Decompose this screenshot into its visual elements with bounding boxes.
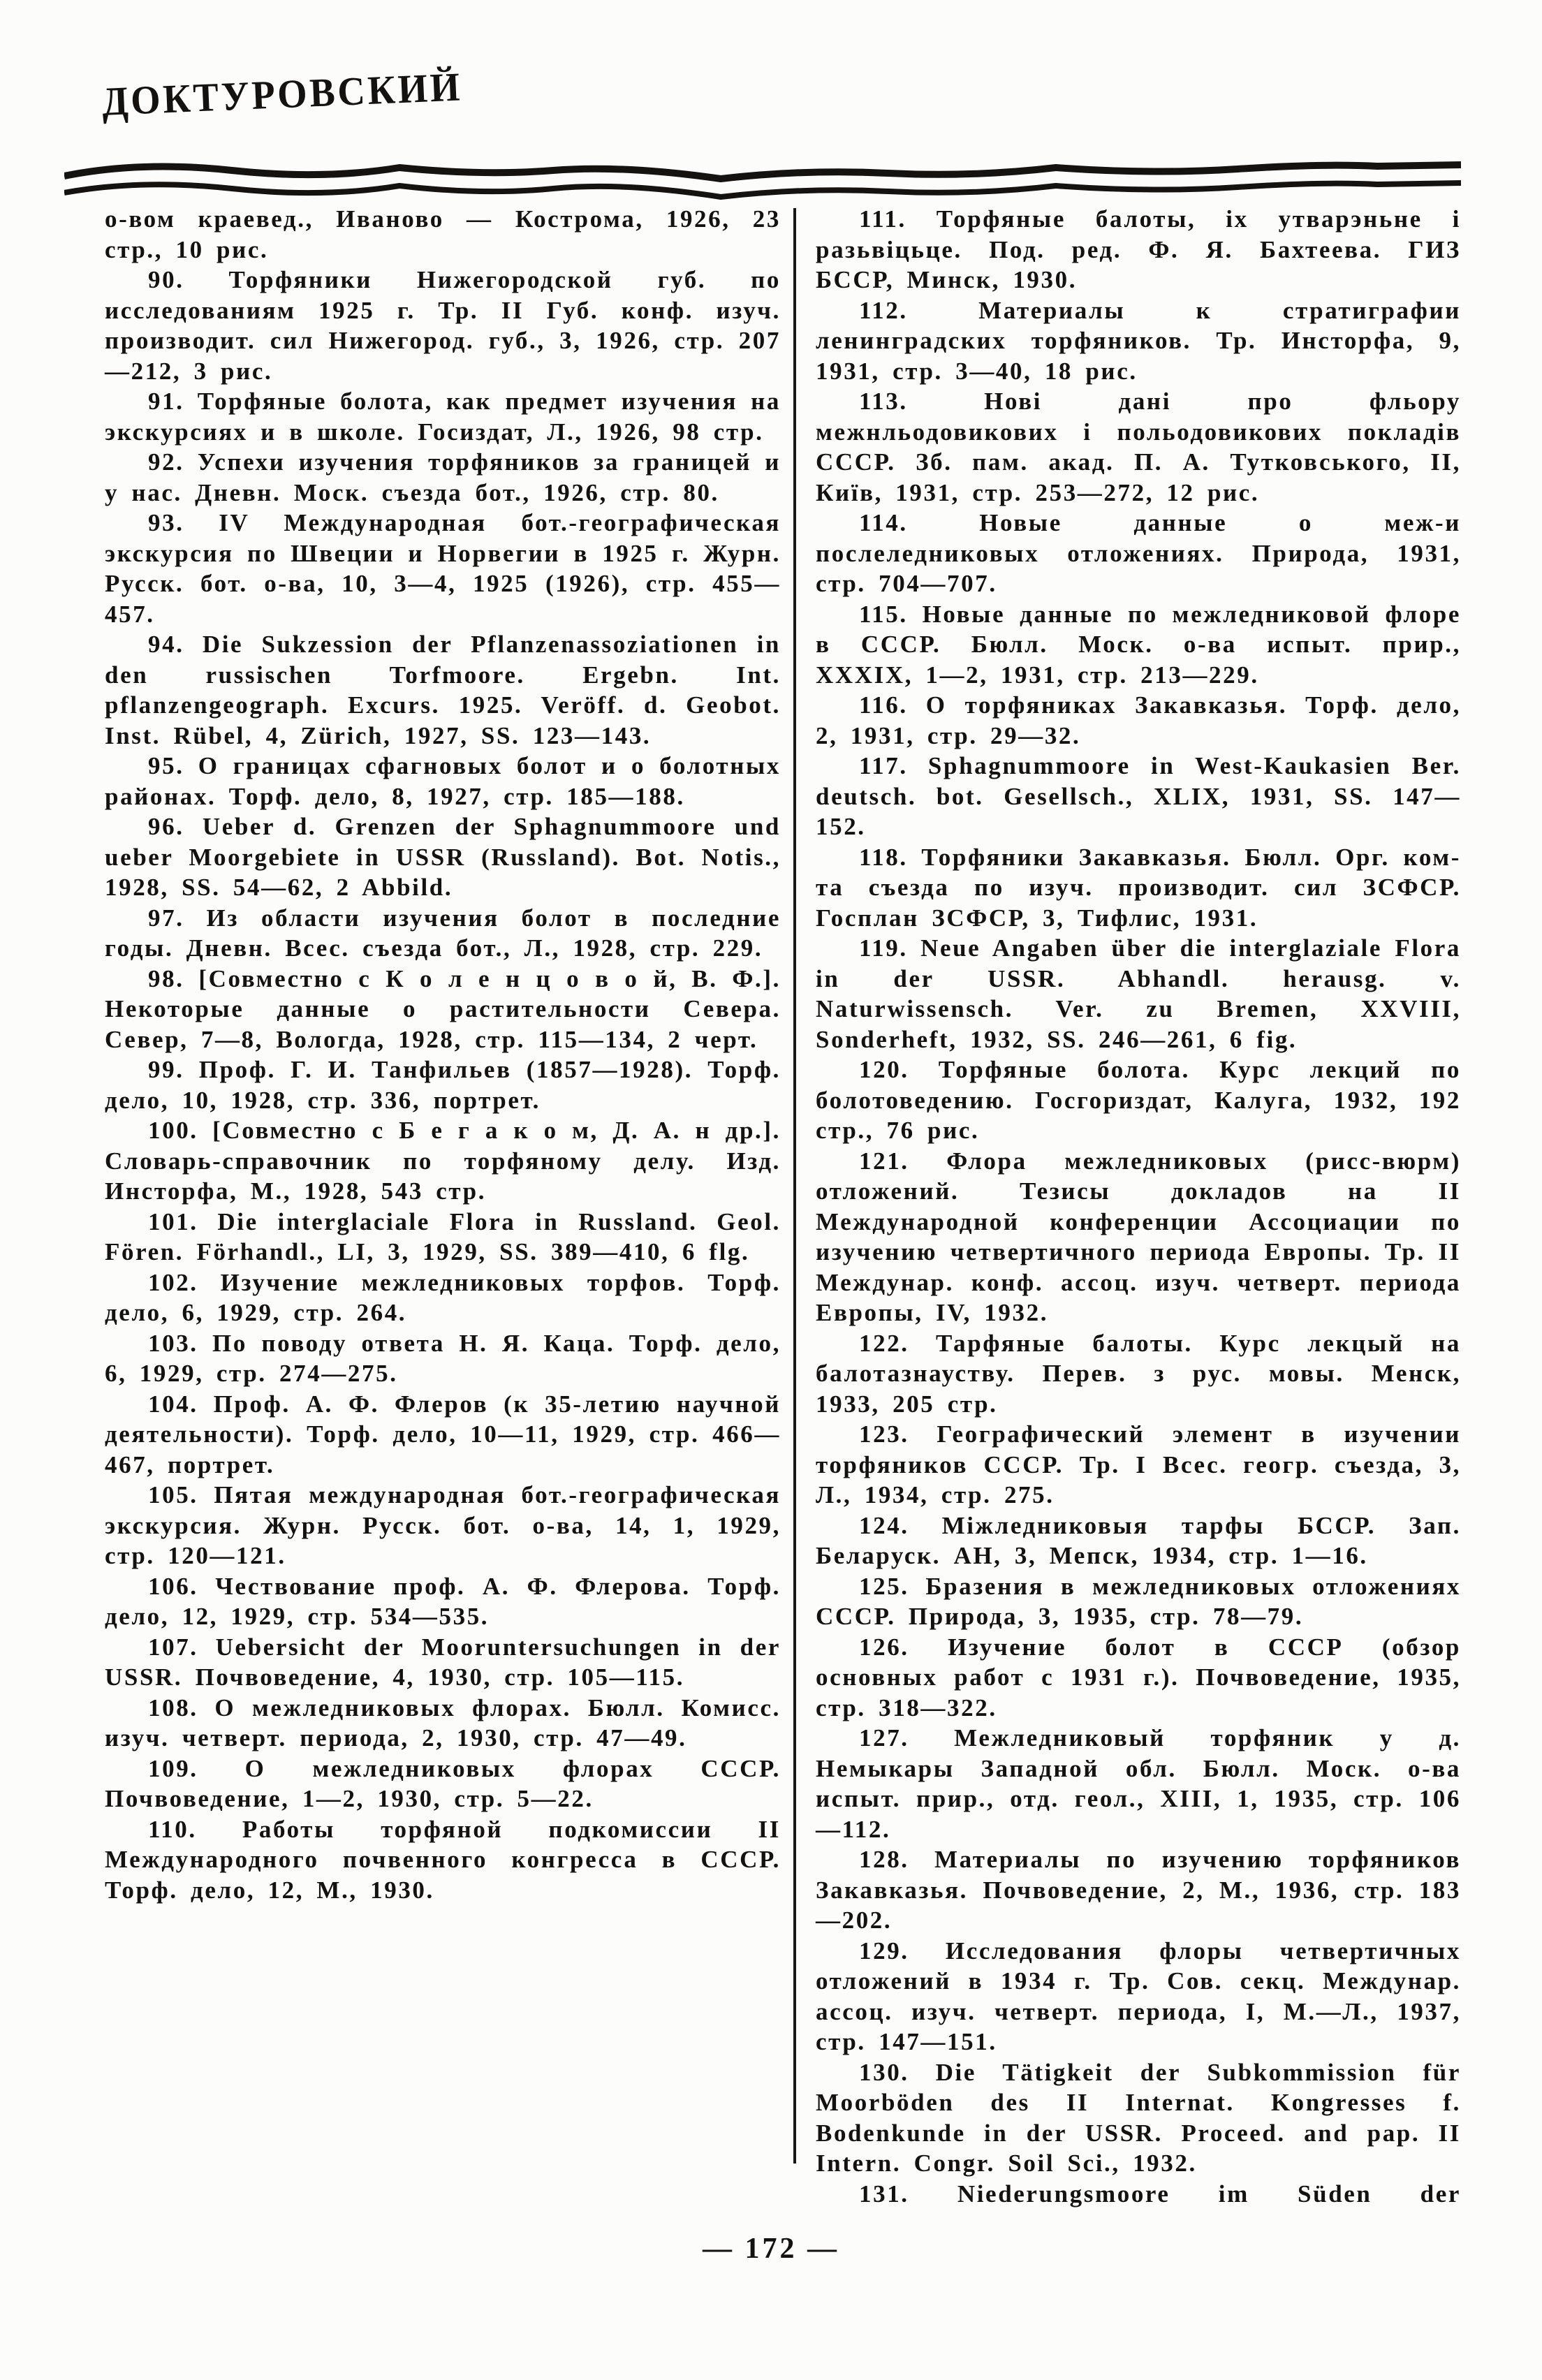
bibliography-entry: 104. Проф. А. Ф. Флеров (к 35-летию научной деятельности). Торф. дело, 10—11, 1929, стр. 466—467, портрет. (105, 1390, 781, 1478)
bibliography-entry: 123. Географический элемент в изучении торфяников СССР. Тр. I Всес. геогр. съезда, 3, Л., 1934, стр. 275. (816, 1420, 1461, 1508)
bibliography-entry: 124. Міжледниковыя тарфы БССР. Зап. Беларуск. АН, 3, Мепск, 1934, стр. 1—16. (816, 1511, 1461, 1569)
bibliography-entry: о-вом краевед., Иваново — Кострома, 1926, 23 стр., 10 рис. (105, 205, 781, 263)
column-divider-rule (793, 208, 796, 2164)
bibliography-entry: 96. Ueber d. Grenzen der Sphagnummoore und ueber Moorgebiete in USSR (Russland). Bot. Notis., 1928, SS. 54—62, 2 Abbild. (105, 813, 781, 901)
bibliography-entry: 92. Успехи изучения торфяников за границей и у нас. Дневн. Моск. съезда бот., 1926, стр. 80. (105, 448, 781, 506)
bibliography-entry: 121. Флора межледниковых (рисс-вюрм) отложений. Тезисы докладов на II Международной конференции Ассоциации по изучению четвертичного периода Европы. Тр. II Междунар. конф. ассоц. изуч. четверт. периода Европы, IV, 1932. (816, 1147, 1461, 1326)
bibliography-entry: 117. Sphagnummoore in West-Kaukasien Ber. deutsch. bot. Gesellsch., XLIX, 1931, SS. 147—152. (816, 752, 1461, 840)
bibliography-entry: 130. Die Tätigkeit der Subkommission für Moorböden des II Internat. Kongresses f. Bodenkunde in der USSR. Proceed. and pap. II Intern. Congr. Soil Sci., 1932. (816, 2058, 1461, 2177)
bibliography-entry: 90. Торфяники Нижегородской губ. по исследованиям 1925 г. Тр. II Губ. конф. изуч. производит. сил Нижегород. губ., 3, 1926, стр. 207—212, 3 рис. (105, 266, 781, 385)
bibliography-entry: 113. Нові дані про фльору межнльодовикових і польодовикових покладів СССР. Зб. пам. акад. П. А. Тутковського, II, Київ, 1931, стр. 253—272, 12 рис. (816, 388, 1461, 506)
bibliography-entry: 125. Бразения в межледниковых отложениях СССР. Природа, 3, 1935, стр. 78—79. (816, 1572, 1461, 1630)
bibliography-right-column (816, 204, 1461, 2209)
bibliography-entry: 112. Материалы к стратиграфии ленинградских торфяников. Тр. Инсторфа, 9, 1931, стр. 3—40, 18 рис. (816, 296, 1461, 385)
bibliography-entry: 122. Тарфяные балоты. Курс лекцый на балотазнауству. Перев. з рус. мовы. Менск, 1933, 205 стр. (816, 1329, 1461, 1418)
bibliography-entry: 98. [Совместно с К о л е н ц о в о й, В. Ф.]. Некоторые данные о растительности Севера. Север, 7—8, Вологда, 1928, стр. 115—134, 2 черт. (105, 964, 781, 1053)
bibliography-entry: 97. Из области изучения болот в последние годы. Дневн. Всес. съезда бот., Л., 1928, стр. 229. (105, 904, 781, 962)
bibliography-left-column (105, 204, 781, 1905)
bibliography-entry: 127. Межледниковый торфяник у д. Немыкары Западной обл. Бюлл. Моск. о-ва испыт. прир., отд. геол., XIII, 1, 1935, стр. 106—112. (816, 1724, 1461, 1843)
header-double-rule (64, 155, 1461, 211)
bibliography-entry: 110. Работы торфяной подкомиссии II Международного почвенного конгресса в СССР. Торф. дело, 12, М., 1930. (105, 1815, 781, 1904)
bibliography-entry: 95. О границах сфагновых болот и о болотных районах. Торф. дело, 8, 1927, стр. 185—188. (105, 752, 781, 810)
bibliography-entry: 118. Торфяники Закавказья. Бюлл. Орг. ком-та съезда по изуч. производит. сил ЗСФСР. Госплан ЗСФСР, 3, Тифлис, 1931. (816, 843, 1461, 932)
bibliography-entry: 129. Исследования флоры четвертичных отложений в 1934 г. Тр. Сов. секц. Междунар. ассоц. изуч. четверт. периода, I, М.—Л., 1937, стр. 147—151. (816, 1937, 1461, 2055)
bibliography-entry: 99. Проф. Г. И. Танфильев (1857—1928). Торф. дело, 10, 1928, стр. 336, портрет. (105, 1056, 781, 1114)
bibliography-entry: 109. О межледниковых флорах СССР. Почвоведение, 1—2, 1930, стр. 5—22. (105, 1754, 781, 1812)
page-number: — 172 — (703, 2233, 839, 2265)
bibliography-entry: 114. Новые данные о меж-и послеледниковых отложениях. Природа, 1931, стр. 704—707. (816, 509, 1461, 597)
bibliography-entry: 101. Die interglaciale Flora in Russland. Geol. Fören. Förhandl., LI, 3, 1929, SS. 389—410, 6 flg. (105, 1207, 781, 1265)
bibliography-entry: 119. Neue Angaben über die interglaziale Flora in der USSR. Abhandl. herausg. v. Naturwissensch. Ver. zu Bremen, XXVIII, Sonderheft, 1932, SS. 246—261, 6 fig. (816, 934, 1461, 1053)
bibliography-entry: 94. Die Sukzession der Pflanzenassoziationen in den russischen Torfmoore. Ergebn. Int. pflanzengeograph. Excurs. 1925. Veröff. d. Geobot. Inst. Rübel, 4, Zürich, 1927, SS. 123—143. (105, 631, 781, 749)
bibliography-entry: 108. О межледниковых флорах. Бюлл. Комисс. изуч. четверт. периода, 2, 1930, стр. 47—49. (105, 1694, 781, 1751)
bibliography-entry: 107. Uebersicht der Mooruntersuchungen in der USSR. Почвоведение, 4, 1930, стр. 105—115. (105, 1633, 781, 1691)
bibliography-entry: 128. Материалы по изучению торфяников Закавказья. Почвоведение, 2, М., 1936, стр. 183—202. (816, 1846, 1461, 1934)
bibliography-entry: 103. По поводу ответа Н. Я. Каца. Торф. дело, 6, 1929, стр. 274—275. (105, 1329, 781, 1387)
bibliography-entry: 102. Изучение межледниковых торфов. Торф. дело, 6, 1929, стр. 264. (105, 1268, 781, 1326)
bibliography-entry: 100. [Совместно с Б е г а к о м, Д. А. н др.]. Словарь-справочник по торфяному делу. Изд. Инсторфа, М., 1928, 543 стр. (105, 1117, 781, 1205)
bibliography-entry: 106. Чествование проф. А. Ф. Флерова. Торф. дело, 12, 1929, стр. 534—535. (105, 1572, 781, 1630)
bibliography-entry: 116. О торфяниках Закавказья. Торф. дело, 2, 1931, стр. 29—32. (816, 691, 1461, 749)
bibliography-entry: 93. IV Международная бот.-географическая экскурсия по Швеции и Норвегии в 1925 г. Журн. Русск. бот. о-ва, 10, 3—4, 1925 (1926), стр. 455—457. (105, 509, 781, 628)
bibliography-entry: 105. Пятая международная бот.-географическая экскурсия. Журн. Русск. бот. о-ва, 14, 1, 1929, стр. 120—121. (105, 1481, 781, 1569)
bibliography-entry: 131. Niederungsmoore im Süden der (859, 2180, 1461, 2208)
bibliography-entry: 120. Торфяные болота. Курс лекций по болотоведению. Госгориздат, Калуга, 1932, 192 стр., 76 рис. (816, 1056, 1461, 1144)
bibliography-entry: 126. Изучение болот в СССР (обзор основных работ с 1931 г.). Почвоведение, 1935, стр. 318—322. (816, 1633, 1461, 1721)
bibliography-entry: 111. Торфяные балоты, іх утварэньне і разьвіцьце. Под. ред. Ф. Я. Бахтеева. ГИЗ БССР, Минск, 1930. (816, 205, 1461, 293)
page-title: ДОКТУРОВСКИЙ (101, 64, 464, 124)
bibliography-entry: 91. Торфяные болота, как предмет изучения на экскурсиях и в школе. Госиздат, Л., 1926, 98 стр. (105, 388, 781, 446)
bibliography-entry: 115. Новые данные по межледниковой флоре в СССР. Бюлл. Моск. о-ва испыт. прир., XXXIX, 1—2, 1931, стр. 213—229. (816, 600, 1461, 689)
